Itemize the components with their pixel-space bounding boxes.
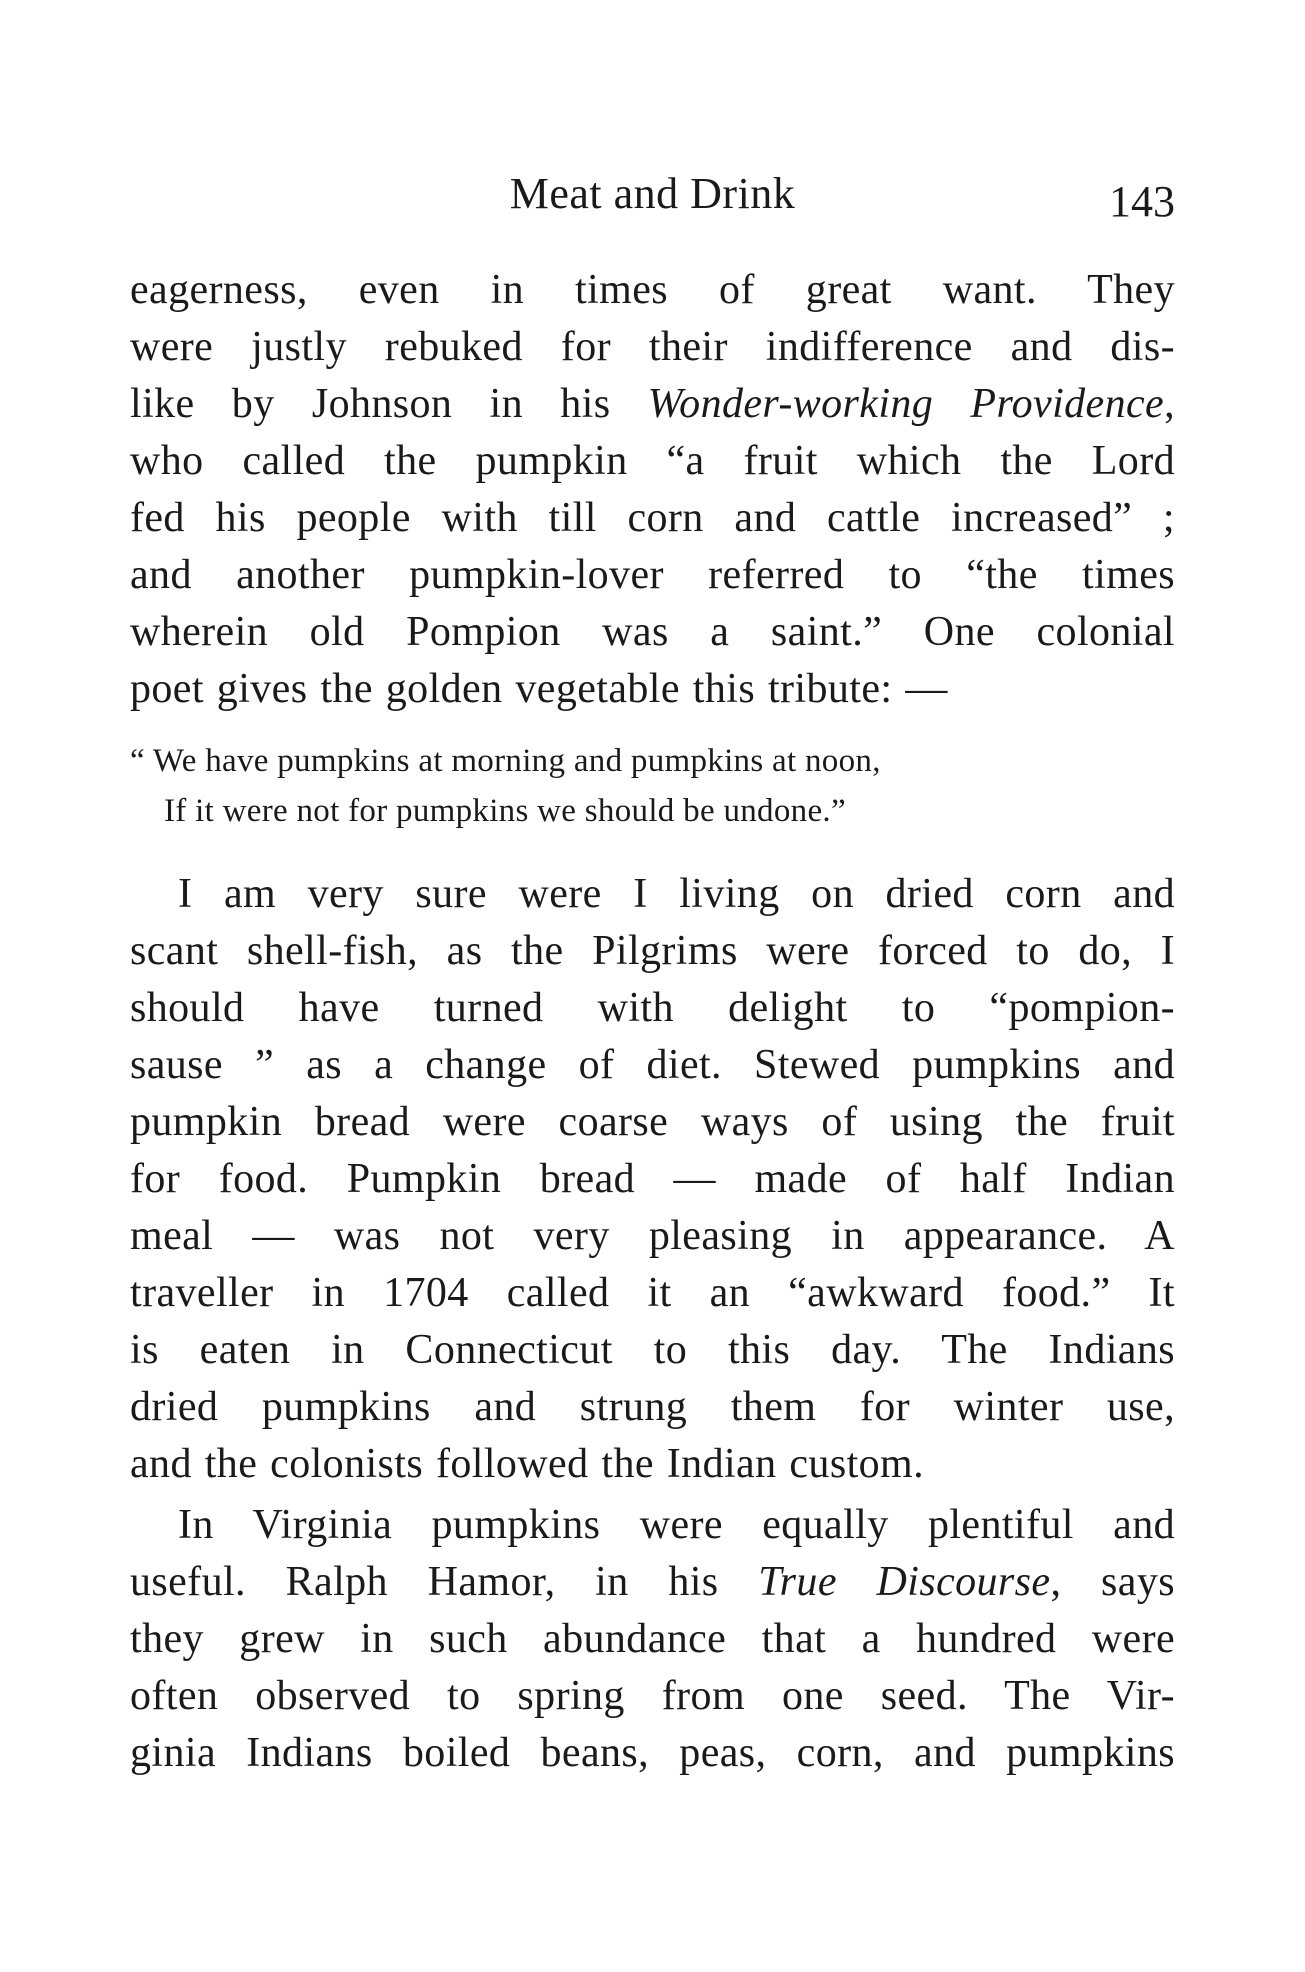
text-line: poet gives the golden vegetable this tribute: — <box>130 666 948 712</box>
text-line: for food. Pumpkin bread — made of half Indian <box>130 1156 1175 1202</box>
verse-line: “ We have pumpkins at morning and pumpkins at noon, <box>130 743 881 779</box>
text-line: wherein old Pompion was a saint.” One colonial <box>130 609 1175 655</box>
text-line: ginia Indians boiled beans, peas, corn, and pumpkins <box>130 1730 1175 1776</box>
text-line: meal — was not very pleasing in appearance. A <box>130 1213 1175 1259</box>
verse-quotation <box>130 736 1175 836</box>
italic-title: Wonder-working Providence <box>647 381 1165 427</box>
text-line: often observed to spring from one seed. The Vir- <box>130 1673 1175 1719</box>
paragraph-2 <box>130 866 1175 1493</box>
paragraph-3 <box>130 1497 1175 1782</box>
text-line: fed his people with till corn and cattle increased” ; <box>130 495 1175 541</box>
verse-line: If it were not for pumpkins we should be undone.” <box>164 793 846 829</box>
text-line: they grew in such abundance that a hundred were <box>130 1616 1175 1662</box>
page-number: 143 <box>1109 177 1175 226</box>
text-line: sause ” as a change of diet. Stewed pumpkins and <box>130 1042 1175 1088</box>
text-line: and another pumpkin-lover referred to “the times <box>130 552 1175 598</box>
running-title: Meat and Drink <box>509 169 796 218</box>
text-segment: useful. Ralph Hamor, in his <box>130 1559 759 1605</box>
body-text <box>130 262 1175 1782</box>
text-line: traveller in 1704 called it an “awkward food.” It <box>130 1270 1175 1316</box>
text-line: is eaten in Connecticut to this day. The Indians <box>130 1327 1175 1373</box>
text-line: should have turned with delight to “pompion- <box>130 985 1175 1031</box>
text-line <box>130 376 1175 433</box>
page-header <box>130 168 1175 238</box>
text-line: were justly rebuked for their indifference and dis- <box>130 324 1175 370</box>
text-line: eagerness, even in times of great want. They <box>130 267 1175 313</box>
text-segment: like by Johnson in his <box>130 381 648 427</box>
text-line <box>130 1554 1175 1611</box>
text-line: scant shell-fish, as the Pilgrims were forced to do, I <box>130 928 1175 974</box>
text-line: I am very sure were I living on dried corn and <box>178 871 1175 917</box>
text-line: pumpkin bread were coarse ways of using the fruit <box>130 1099 1175 1145</box>
paragraph-1 <box>130 262 1175 718</box>
text-segment: , <box>1164 381 1175 427</box>
text-line: In Virginia pumpkins were equally plentiful and <box>178 1502 1175 1548</box>
italic-title: True Discourse <box>758 1559 1051 1605</box>
text-line: who called the pumpkin “a fruit which the Lord <box>130 438 1175 484</box>
text-segment: , says <box>1050 1559 1175 1605</box>
text-line: and the colonists followed the Indian custom. <box>130 1441 925 1487</box>
text-line: dried pumpkins and strung them for winter use, <box>130 1384 1175 1430</box>
